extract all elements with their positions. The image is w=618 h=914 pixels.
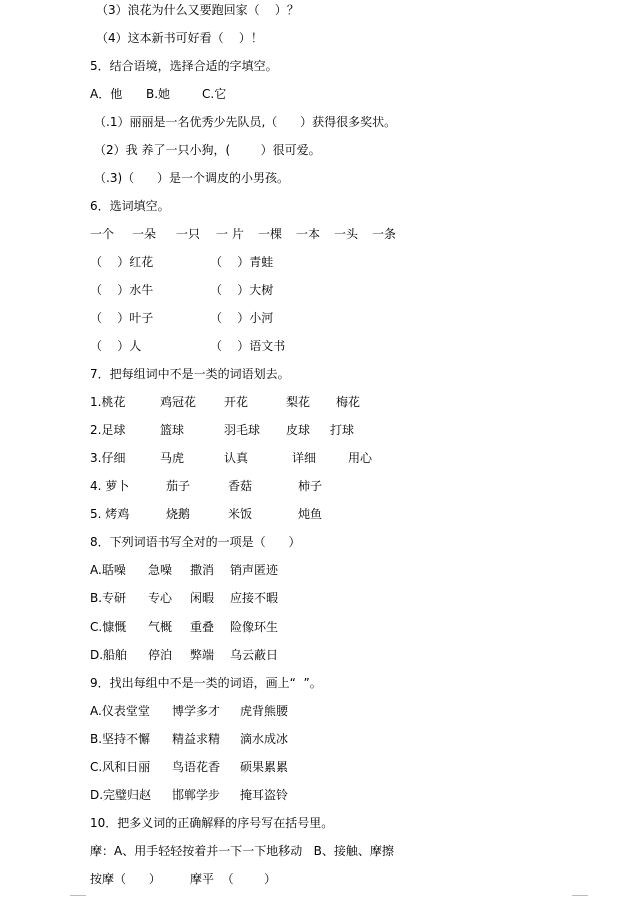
q8-word: 专心 bbox=[148, 591, 173, 605]
q9-word: 鸟语花香 bbox=[172, 760, 221, 774]
q8-word: 闲暇 bbox=[190, 591, 215, 605]
q7-word: 3.仔细 bbox=[90, 451, 126, 465]
q8-word: 险像环生 bbox=[230, 620, 279, 634]
q7-word: 鸡冠花 bbox=[160, 395, 197, 409]
q7-word: 篮球 bbox=[160, 423, 185, 437]
q7-word: 米饭 bbox=[228, 507, 253, 521]
q6-blank: （ ）红花 bbox=[90, 255, 154, 269]
q8-word: 应接不暇 bbox=[230, 591, 279, 605]
q9-word: C.风和日丽 bbox=[90, 760, 151, 774]
q8-option-row bbox=[90, 648, 490, 662]
q8-option-row bbox=[90, 591, 490, 605]
q7-row bbox=[90, 479, 490, 493]
q8-option-row bbox=[90, 563, 490, 577]
q7-word: 用心 bbox=[348, 451, 373, 465]
q7-word: 4. 萝卜 bbox=[90, 479, 130, 493]
page-corner-mark bbox=[572, 895, 588, 900]
q8-word: 销声匿迹 bbox=[230, 563, 279, 577]
q7-word: 开花 bbox=[224, 395, 249, 409]
q7-word: 香菇 bbox=[228, 479, 253, 493]
q8-word: 停泊 bbox=[148, 648, 173, 662]
q6-word: 一本 bbox=[296, 227, 321, 241]
q4-item-4: （4）这本新书可好看（ ）！ bbox=[96, 31, 263, 45]
q9-word: A.仪表堂堂 bbox=[90, 704, 150, 718]
q8-title: 8．下列词语书写全对的一项是（ ） bbox=[90, 535, 301, 549]
q9-word: 滴水成冰 bbox=[240, 732, 289, 746]
q5-option-a: A．他 bbox=[90, 87, 123, 101]
q7-word: 炖鱼 bbox=[298, 507, 323, 521]
q7-word: 打球 bbox=[330, 423, 355, 437]
q6-blank: （ ）叶子 bbox=[90, 311, 154, 325]
q7-row bbox=[90, 507, 490, 521]
q7-word: 梨花 bbox=[286, 395, 311, 409]
q8-word: 急噪 bbox=[148, 563, 173, 577]
q7-word: 烧鹅 bbox=[166, 507, 191, 521]
q9-word: 虎背熊腰 bbox=[240, 704, 289, 718]
q6-word: 一朵 bbox=[132, 227, 157, 241]
page-corner-mark bbox=[70, 895, 86, 900]
q7-word: 1.桃花 bbox=[90, 395, 126, 409]
q6-pair-row bbox=[90, 255, 390, 269]
q8-word: 撒消 bbox=[190, 563, 215, 577]
q10-fill-row bbox=[90, 872, 390, 886]
q5-item-1: （.1）丽丽是一名优秀少先队员,（ ）获得很多奖状。 bbox=[94, 115, 397, 129]
q7-row bbox=[90, 395, 490, 409]
q9-word: B.坚持不懈 bbox=[90, 732, 151, 746]
q6-pair-row bbox=[90, 311, 390, 325]
q10-blank: 按摩（ ） bbox=[90, 872, 161, 886]
q8-word: C.慷慨 bbox=[90, 620, 127, 634]
q6-blank: （ ）青蛙 bbox=[210, 255, 274, 269]
q6-blank: （ ）大树 bbox=[210, 283, 274, 297]
q7-title: 7．把每组词中不是一类的词语划去。 bbox=[90, 367, 290, 381]
q6-pair-row bbox=[90, 283, 390, 297]
q5-item-3: （.3)（ ）是一个调皮的小男孩。 bbox=[94, 171, 290, 185]
q8-word: D.船舶 bbox=[90, 648, 128, 662]
q6-blank: （ ）人 bbox=[90, 339, 142, 353]
q6-word-bank bbox=[90, 227, 510, 241]
q5-option-b: B.她 bbox=[146, 87, 171, 101]
q6-blank: （ ）语文书 bbox=[210, 339, 286, 353]
q9-option-row bbox=[90, 760, 490, 774]
q9-word: 邯郸学步 bbox=[172, 788, 221, 802]
q6-word: 一条 bbox=[372, 227, 397, 241]
q9-option-row bbox=[90, 704, 490, 718]
q5-title: 5．结合语境，选择合适的字填空。 bbox=[90, 59, 278, 73]
q10-definition: 摩：A、用手轻轻按着并一下一下地移动 B、接触、摩擦 bbox=[90, 844, 394, 858]
q9-title: 9．找出每组中不是一类的词语，画上“ ”。 bbox=[90, 676, 322, 690]
q7-word: 认真 bbox=[224, 451, 249, 465]
q6-title: 6．选词填空。 bbox=[90, 199, 170, 213]
q7-word: 羽毛球 bbox=[224, 423, 261, 437]
q7-row bbox=[90, 451, 490, 465]
q7-word: 茄子 bbox=[166, 479, 191, 493]
q5-item-2: （2）我 养了一只小狗，( ）很可爱。 bbox=[94, 143, 321, 157]
q6-word: 一个 bbox=[90, 227, 115, 241]
q8-word: A.聒噪 bbox=[90, 563, 126, 577]
q6-pair-row bbox=[90, 339, 390, 353]
q7-word: 柿子 bbox=[298, 479, 323, 493]
q5-options bbox=[90, 87, 490, 101]
q8-word: 重叠 bbox=[190, 620, 215, 634]
q8-word: 气概 bbox=[148, 620, 173, 634]
q6-word: 一 片 bbox=[216, 227, 244, 241]
q7-word: 皮球 bbox=[286, 423, 311, 437]
q9-word: 精益求精 bbox=[172, 732, 221, 746]
q9-word: 硕果累累 bbox=[240, 760, 289, 774]
q7-word: 2.足球 bbox=[90, 423, 126, 437]
q7-word: 马虎 bbox=[160, 451, 185, 465]
q6-word: 一只 bbox=[176, 227, 201, 241]
q6-word: 一棵 bbox=[258, 227, 283, 241]
q8-word: 弊端 bbox=[190, 648, 215, 662]
q4-item-3: （3）浪花为什么又要跑回家（ ）？ bbox=[96, 3, 299, 17]
q9-word: 博学多才 bbox=[172, 704, 221, 718]
q5-option-c: C.它 bbox=[202, 87, 227, 101]
q8-word: 乌云蔽日 bbox=[230, 648, 279, 662]
q6-word: 一头 bbox=[334, 227, 359, 241]
q10-title: 10．把多义词的正确解释的序号写在括号里。 bbox=[90, 816, 334, 830]
q8-option-row bbox=[90, 620, 490, 634]
q9-option-row bbox=[90, 788, 490, 802]
q9-option-row bbox=[90, 732, 490, 746]
q10-blank: 摩平 （ ） bbox=[190, 872, 277, 886]
q7-row bbox=[90, 423, 490, 437]
q9-word: 掩耳盗铃 bbox=[240, 788, 289, 802]
q7-word: 梅花 bbox=[336, 395, 361, 409]
q7-word: 5. 烤鸡 bbox=[90, 507, 130, 521]
q8-word: B.专研 bbox=[90, 591, 127, 605]
q7-word: 详细 bbox=[292, 451, 317, 465]
q6-blank: （ ）小河 bbox=[210, 311, 274, 325]
q6-blank: （ ）水牛 bbox=[90, 283, 154, 297]
q9-word: D.完璧归赵 bbox=[90, 788, 152, 802]
